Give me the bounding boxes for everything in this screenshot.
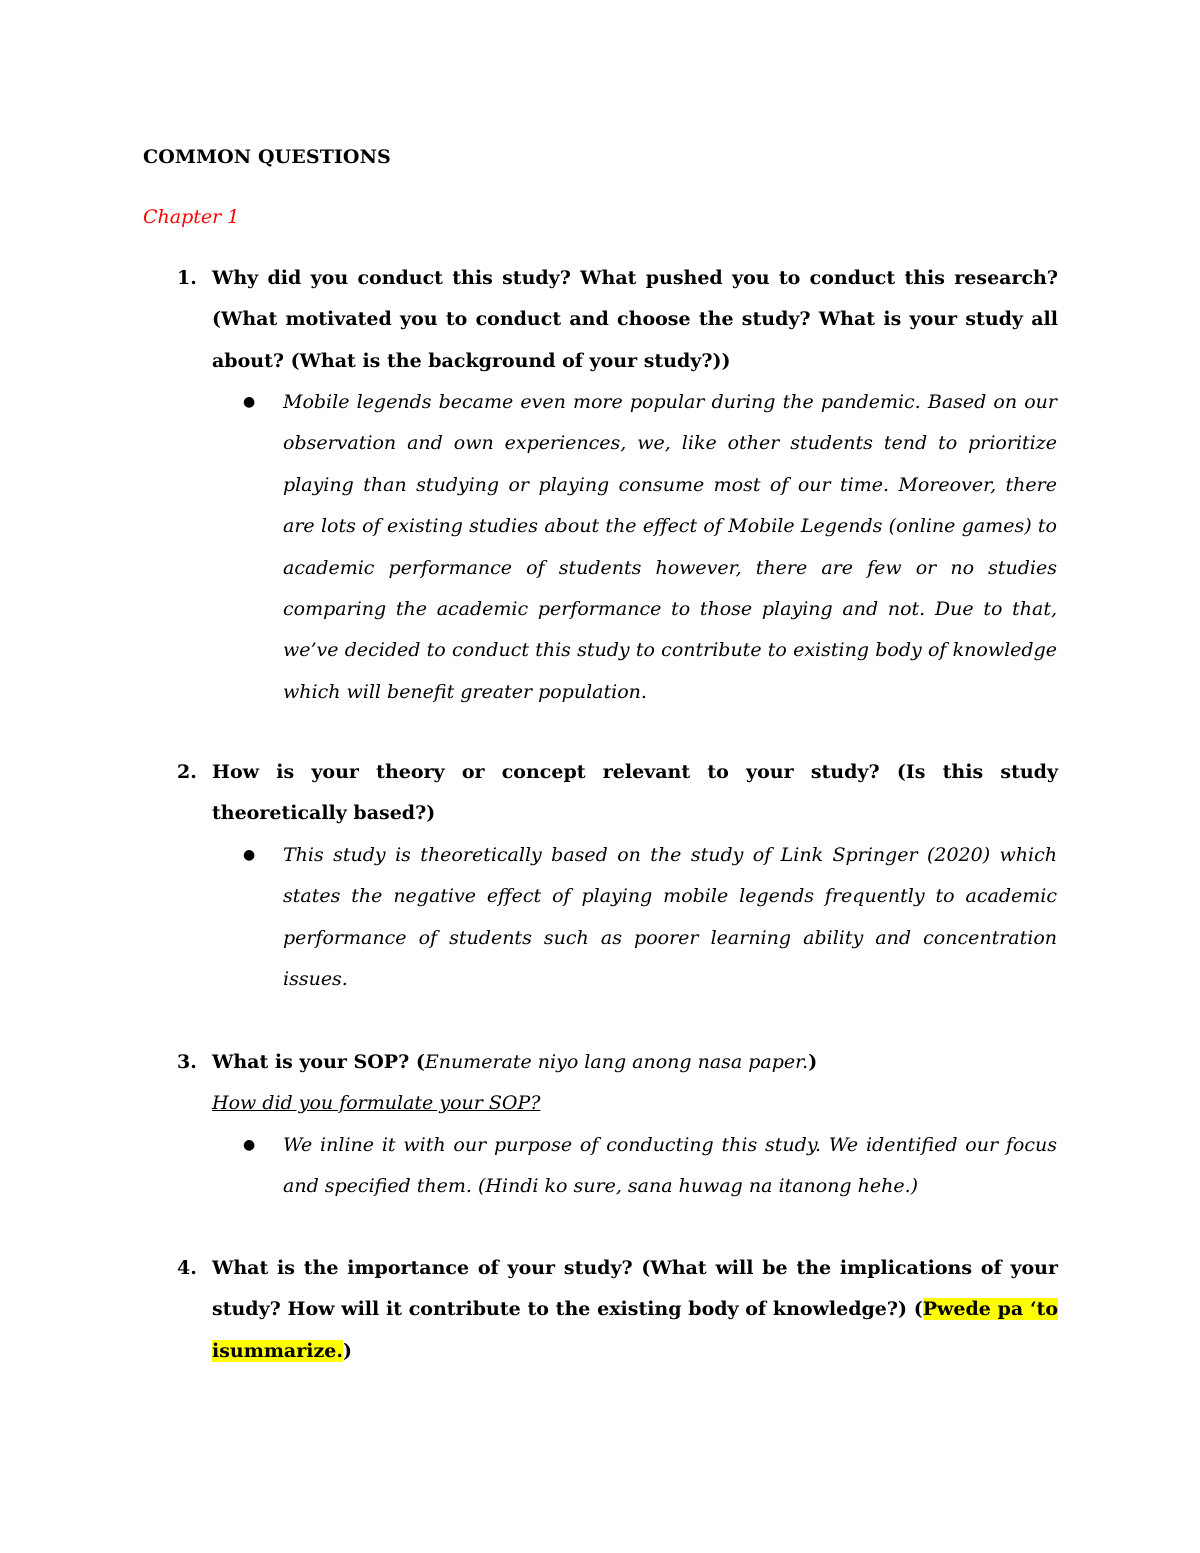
question-text: How is your theory or concept relevant to your study? (Is this study theoretically based?) — [212, 761, 1058, 825]
sub-question: How did you formulate your SOP? — [212, 1092, 541, 1114]
question-note: Enumerate niyo lang anong nasa paper. — [424, 1051, 809, 1073]
question-number: 3. — [177, 1051, 197, 1073]
question-text — [212, 1248, 1058, 1372]
question-main: What is your SOP? ( — [212, 1051, 425, 1073]
question-number: 2. — [177, 761, 197, 783]
answer-text: This study is theoretically based on the study of Link Springer (2020) which states the negative effect of playing mobile legends frequently to academic performance of students such as poorer learning ability and concentration issues. — [283, 844, 1057, 991]
question-3 — [143, 1042, 1058, 1222]
question-text: Why did you conduct this study? What pushed you to conduct this research? (What motivated you to conduct and choose the study? What is your study all about? (What is the background of your study?)) — [212, 267, 1058, 372]
question-number: 1. — [177, 267, 197, 289]
question-4 — [143, 1248, 1058, 1378]
answer-text: We inline it with our purpose of conducting this study. We identified our focus and specified them. (Hindi ko sure, sana huwag na itanong hehe.) — [283, 1134, 1057, 1198]
question-close: ) — [342, 1339, 352, 1362]
answer-text: Mobile legends became even more popular during the pandemic. Based on our observation and own experiences, we, like other students tend to prioritize playing than studying or playing consume most of our time. Moreover, there are lots of existing studies about the effect of Mobile Legends (online games) to academic performance of students however, there are few or no studies comparing the academic performance to those playing and not. Due to that, we’ve decided to conduct this study to contribute to existing body of knowledge which will benefit greater population. — [283, 391, 1057, 703]
bullet-icon: ● — [243, 394, 256, 410]
question-main: What is the importance of your study? (What will be the implications of your study? How will it contribute to the existing body of knowledge?) ( — [212, 1257, 1058, 1321]
question-close: ) — [808, 1051, 818, 1073]
question-number: 4. — [177, 1257, 197, 1279]
bullet-icon: ● — [243, 1137, 256, 1153]
bullet-icon: ● — [243, 847, 256, 863]
question-1 — [143, 258, 1058, 708]
highlighted-note: Pwede pa ‘to isummarize. — [212, 1298, 1059, 1362]
question-text — [212, 1042, 1058, 1083]
chapter-heading: Chapter 1 — [143, 206, 240, 228]
document-title: COMMON QUESTIONS — [143, 146, 391, 168]
question-2 — [143, 752, 1058, 1012]
